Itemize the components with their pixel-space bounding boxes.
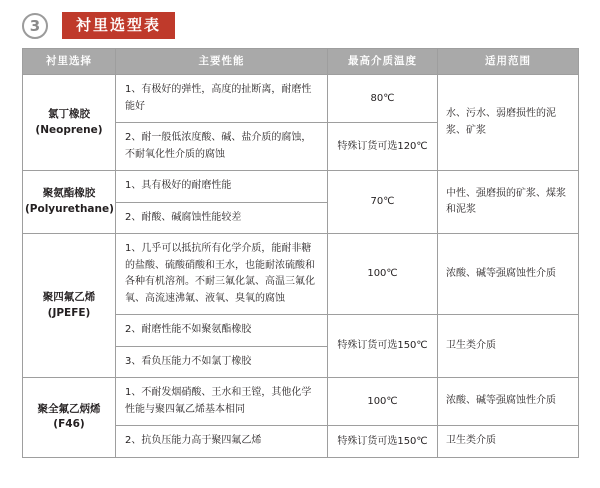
column-header-application-scope: 适用范围 — [438, 49, 579, 75]
lining-name-en: (JPEFE) — [47, 306, 91, 319]
lining-name-cn: 聚氨酯橡胶 — [42, 187, 96, 200]
column-header-lining: 衬里选择 — [23, 49, 116, 75]
performance-cell: 1、有极好的弹性，高度的扯断离，耐磨性能好 — [116, 75, 328, 123]
performance-cell: 2、耐磨性能不如聚氨酯橡胶 — [116, 315, 328, 347]
lining-name-cell — [23, 171, 116, 234]
table-body — [23, 75, 579, 458]
performance-cell: 3、看负压能力不如氯丁橡胶 — [116, 346, 328, 378]
lining-name-en: (F46) — [53, 418, 85, 431]
max-temperature-cell: 特殊订货可选150℃ — [328, 315, 438, 378]
lining-table-wrapper — [0, 42, 600, 458]
page-title: 衬里选型表 — [62, 12, 175, 40]
page-header — [0, 0, 600, 42]
max-temperature-cell: 100℃ — [328, 378, 438, 426]
application-scope-cell: 水、污水、弱磨损性的泥浆、矿浆 — [438, 75, 579, 171]
table-row — [23, 234, 579, 315]
lining-name-cell — [23, 378, 116, 458]
lining-name-cell — [23, 75, 116, 171]
lining-name-cn: 氯丁橡胶 — [48, 107, 90, 120]
application-scope-cell: 中性、强磨损的矿浆、煤浆和泥浆 — [438, 171, 579, 234]
column-header-performance: 主要性能 — [116, 49, 328, 75]
max-temperature-cell: 70℃ — [328, 171, 438, 234]
lining-name-cn: 聚四氟乙烯 — [42, 290, 96, 303]
application-scope-cell: 浓酸、碱等强腐蚀性介质 — [438, 234, 579, 315]
performance-cell: 1、几乎可以抵抗所有化学介质，能耐非糖的盐酸、硫酸硝酸和王水，也能耐浓硫酸和各种有机溶剂。不耐三氟化氯、高温三氟化氧、高流速沸氟、液氧、臭氧的腐蚀 — [116, 234, 328, 315]
application-scope-cell: 浓酸、碱等强腐蚀性介质 — [438, 378, 579, 426]
lining-name-cn: 聚全氟乙炳烯 — [37, 402, 101, 415]
performance-cell: 1、具有极好的耐磨性能 — [116, 171, 328, 203]
table-row — [23, 171, 579, 203]
lining-name-en: (Polyurethane) — [25, 203, 114, 215]
application-scope-cell: 卫生类介质 — [438, 315, 579, 378]
table-header-row — [23, 49, 579, 75]
column-header-max-temperature: 最高介质温度 — [328, 49, 438, 75]
max-temperature-cell: 80℃ — [328, 75, 438, 123]
max-temperature-cell: 特殊订货可选150℃ — [328, 426, 438, 458]
max-temperature-cell: 100℃ — [328, 234, 438, 315]
performance-cell: 2、耐一般低浓度酸、碱、盐介质的腐蚀，不耐氧化性介质的腐蚀 — [116, 123, 328, 171]
lining-selection-table — [22, 48, 579, 458]
lining-name-cell — [23, 234, 116, 378]
performance-cell: 2、耐酸、碱腐蚀性能较差 — [116, 202, 328, 234]
table-row — [23, 75, 579, 123]
step-number-badge: 3 — [22, 13, 48, 39]
max-temperature-cell: 特殊订货可选120℃ — [328, 123, 438, 171]
table-row — [23, 378, 579, 426]
performance-cell: 1、不耐发烟硝酸、王水和王镗，其他化学性能与聚四氟乙烯基本相同 — [116, 378, 328, 426]
performance-cell: 2、抗负压能力高于聚四氟乙烯 — [116, 426, 328, 458]
application-scope-cell: 卫生类介质 — [438, 426, 579, 458]
lining-name-en: (Neoprene) — [35, 123, 103, 136]
